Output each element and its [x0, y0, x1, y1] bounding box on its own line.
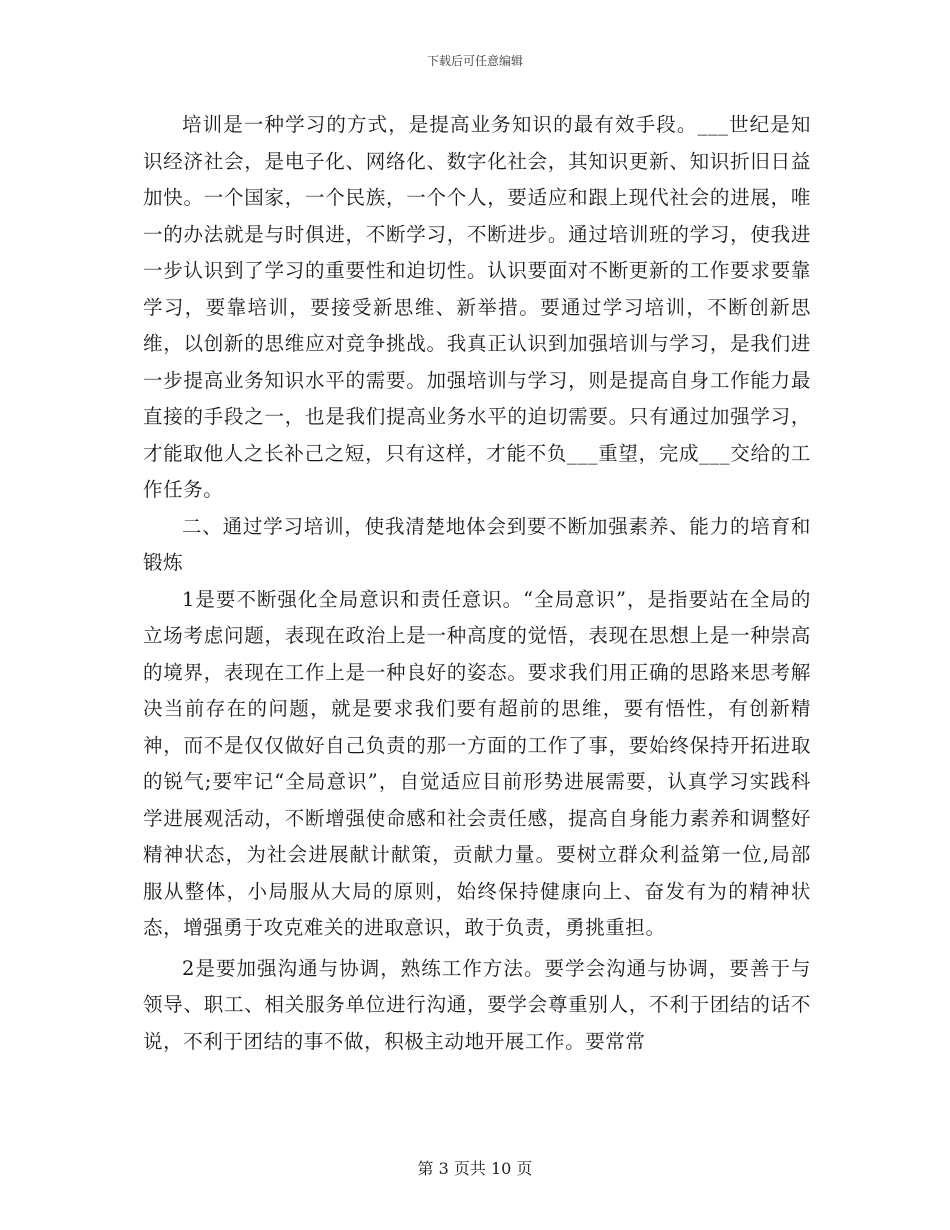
page-number: 第 3 页共 10 页 [417, 1159, 533, 1178]
paragraph-point-two: 2是要加强沟通与协调，熟练工作方法。要学会沟通与协调，要善于与领导、职工、相关服务单位进行沟通，要学会尊重别人，不利于团结的话不说，不利于团结的事不做，积极主动地开展工作。要常常 [143, 956, 811, 1053]
document-body [143, 107, 811, 1060]
paragraph-training-importance: 培训是一种学习的方式，是提高业务知识的最有效手段。___世纪是知识经济社会，是电子化、网络化、数字化社会，其知识更新、知识折旧日益加快。一个国家，一个民族，一个个人，要适应和跟上现代社会的进展，唯一的办法就是与时俱进，不断学习，不断进步。通过培训班的学习，使我进一步认识到了学习的重要性和迫切性。认识要面对不断更新的工作要求要靠学习，要靠培训，要接受新思维、新举措。要通过学习培训，不断创新思维，以创新的思维应对竞争挑战。我真正认识到加强培训与学习，是我们进一步提高业务知识水平的需要。加强培训与学习，则是提高自身工作能力最直接的手段之一，也是我们提高业务水平的迫切需要。只有通过加强学习，才能取他人之长补己之短，只有这样，才能不负___重望，完成___交给的工作任务。 [143, 113, 811, 501]
page-header-note: 下载后可任意编辑 [426, 54, 523, 68]
paragraph-point-one: 1是要不断强化全局意识和责任意识。“全局意识”，是指要站在全局的立场考虑问题，表现在政治上是一种高度的觉悟，表现在思想上是一种崇高的境界，表现在工作上是一种良好的姿态。要求我们用正确的思路来思考解决当前存在的问题，就是要求我们要有超前的思维，要有悟性，有创新精神，而不是仅仅做好自己负责的那一方面的工作了事，要始终保持开拓进取的锐气;要牢记“全局意识”，自觉适应目前形势进展需要，认真学习实践科学进展观活动，不断增强使命感和社会责任感，提高自身能力素养和调整好精神状态，为社会进展献计献策，贡献力量。要树立群众利益第一位,局部服从整体，小局服从大局的原则，始终保持健康向上、奋发有为的精神状态，增强勇于攻克难关的进取意识，敢于负责，勇挑重担。 [143, 587, 811, 939]
section-heading-two: 二、通过学习培训，使我清楚地体会到要不断加强素养、能力的培育和锻炼 [143, 514, 811, 574]
